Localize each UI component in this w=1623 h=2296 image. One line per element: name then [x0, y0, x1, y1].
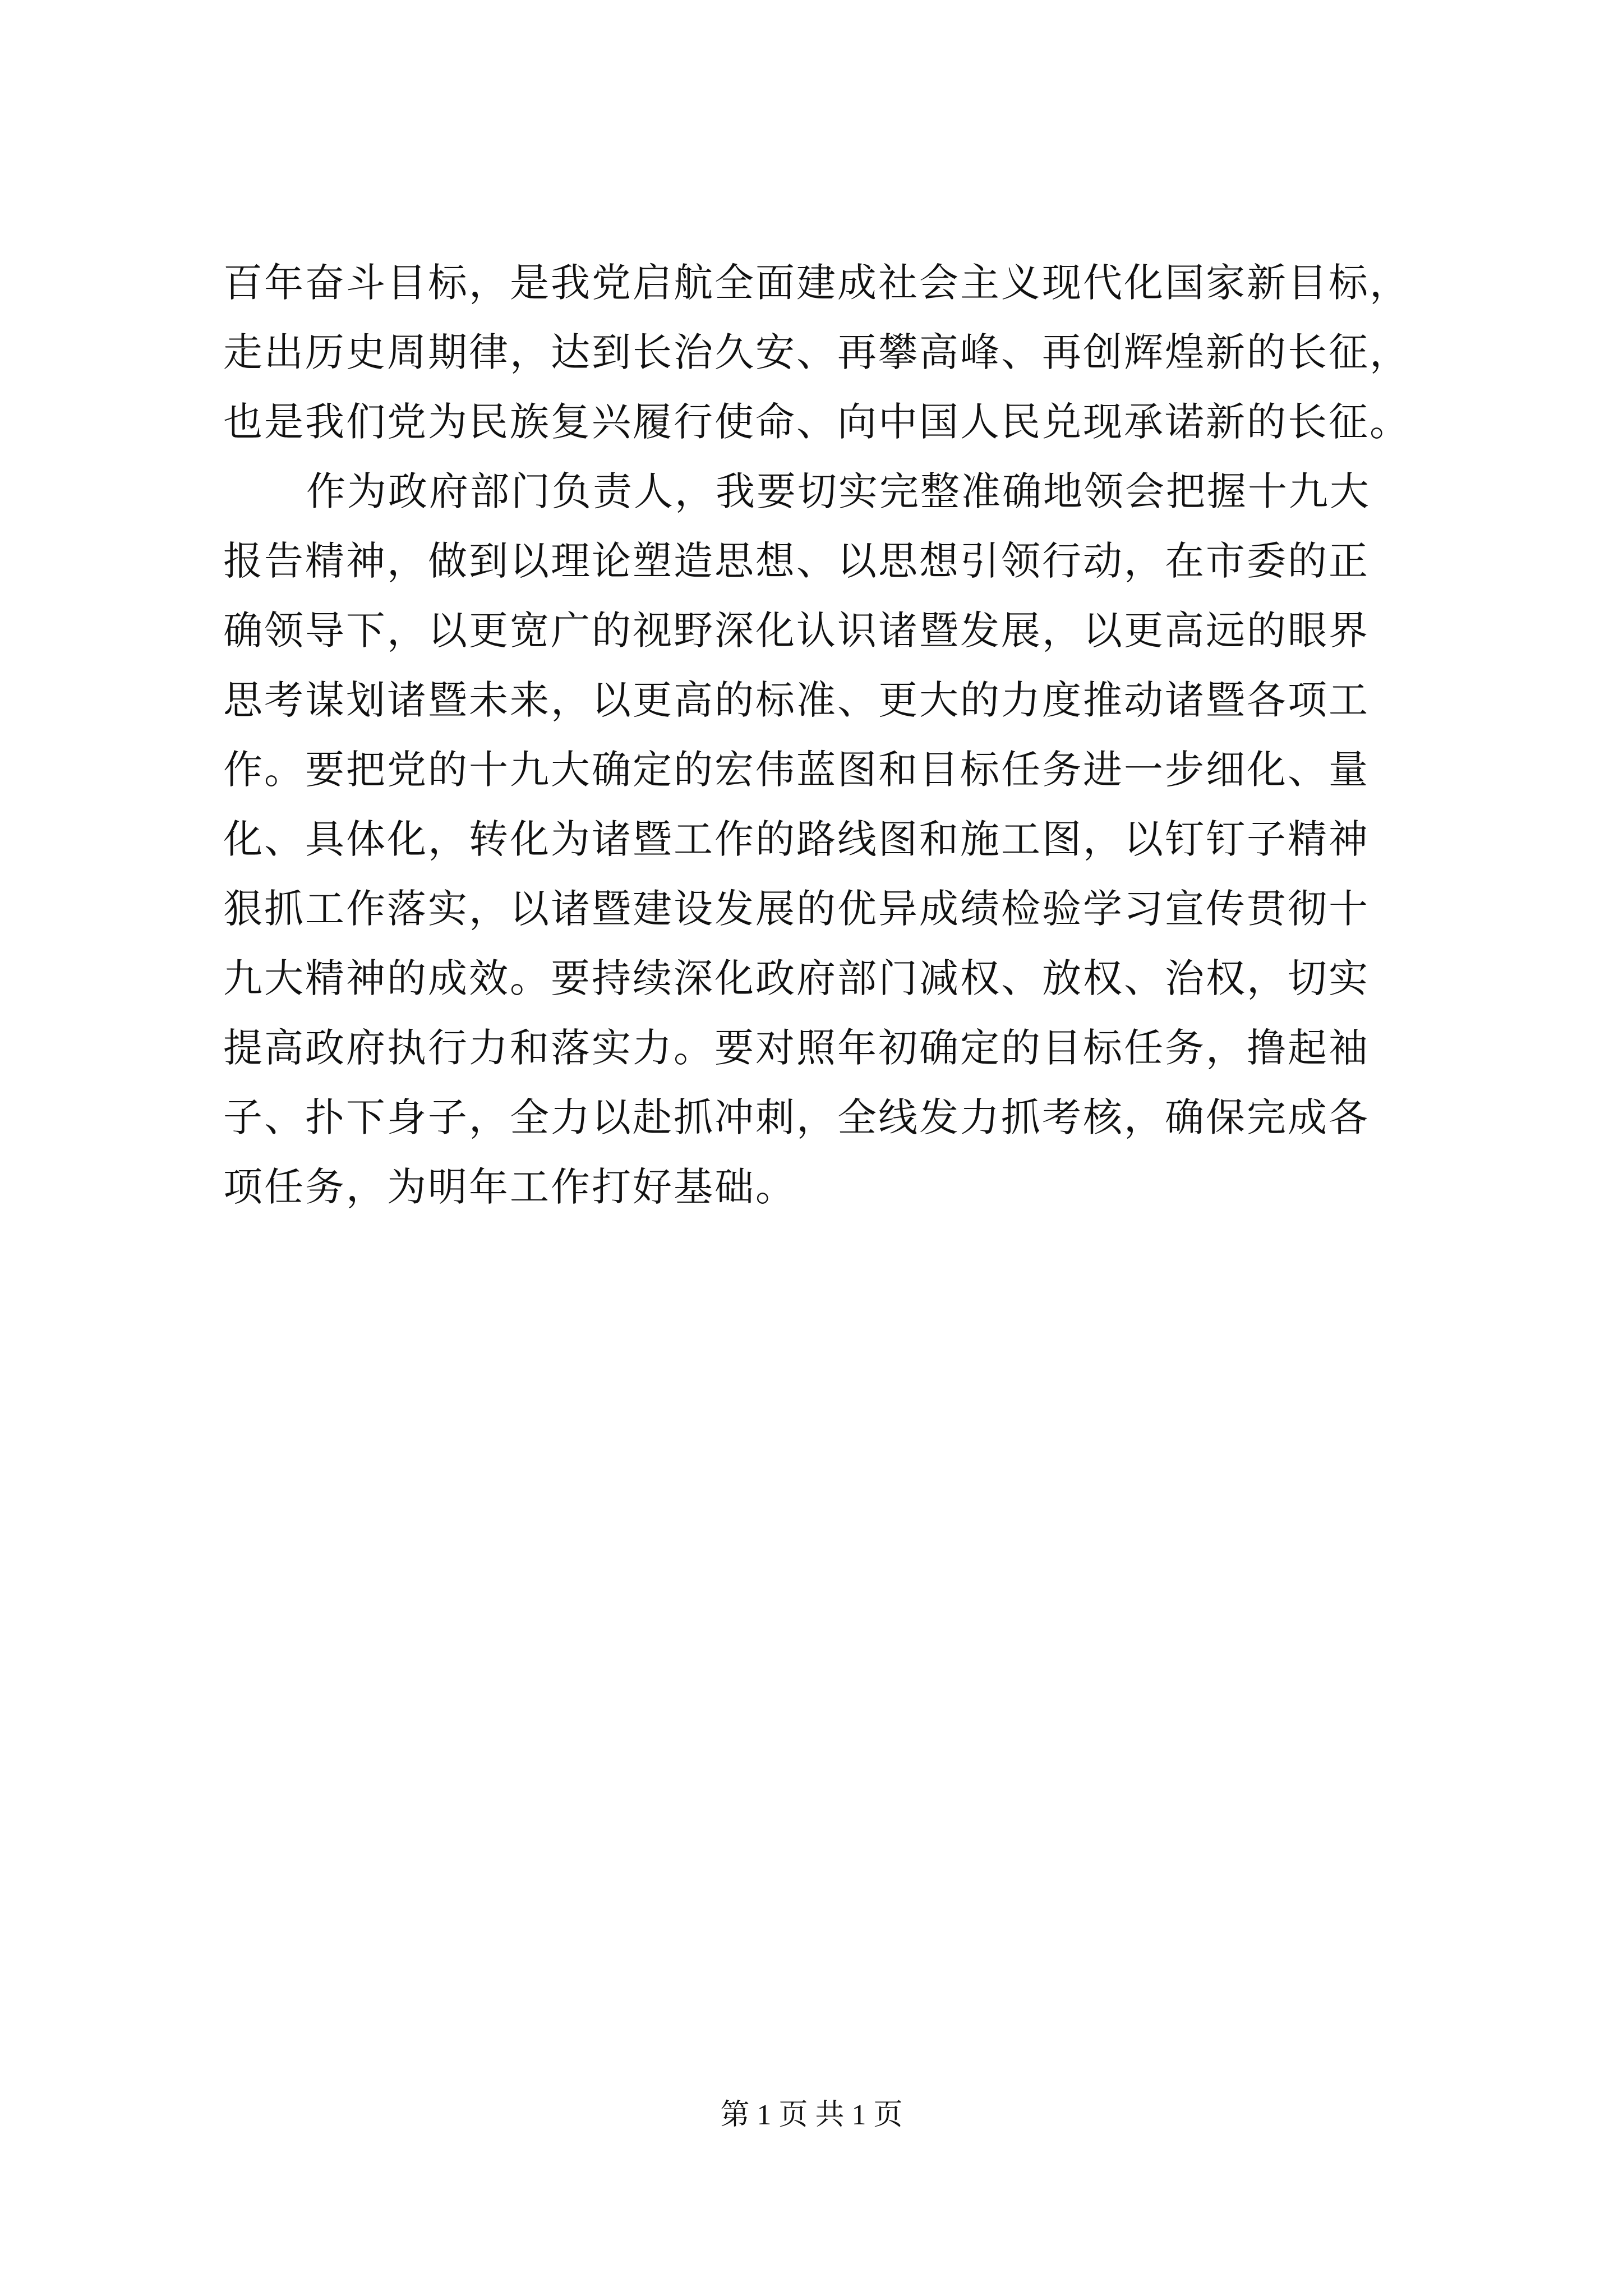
text-line: 九大精神的成效。要持续深化政府部门减权、放权、治权，切实: [223, 955, 1370, 1001]
text-line: 报告精神，做到以理论塑造思想、以思想引领行动，在市委的正: [223, 538, 1370, 584]
paragraph-2: [223, 457, 1423, 1222]
text-line: 确领导下，以更宽广的视野深化认识诸暨发展，以更高远的眼界: [223, 608, 1370, 654]
text-line: 狠抓工作落实，以诸暨建设发展的优异成绩检验学习宣传贯彻十: [223, 886, 1370, 932]
text-line: 走出历史周期律，达到长治久安、再攀高峰、再创辉煌新的长征，: [223, 329, 1410, 375]
text-line: 化、具体化，转化为诸暨工作的路线图和施工图，以钉钉子精神: [223, 816, 1370, 862]
text-line: 项任务，为明年工作打好基础。: [223, 1164, 796, 1210]
text-line: 也是我们党为民族复兴履行使命、向中国人民兑现承诺新的长征。: [223, 399, 1410, 445]
text-line: 百年奋斗目标，是我党启航全面建成社会主义现代化国家新目标，: [223, 260, 1410, 306]
body-text: [223, 248, 1423, 1222]
text-line: 作。要把党的十九大确定的宏伟蓝图和目标任务进一步细化、量: [223, 747, 1370, 793]
text-line: 作为政府部门负责人，我要切实完整准确地领会把握十九大: [306, 468, 1371, 514]
text-line: 提高政府执行力和落实力。要对照年初确定的目标任务，撸起袖: [223, 1025, 1370, 1071]
paragraph-continued: [223, 248, 1423, 457]
text-line: 思考谋划诸暨未来，以更高的标准、更大的力度推动诸暨各项工: [223, 677, 1370, 723]
text-line: 子、扑下身子，全力以赴抓冲刺，全线发力抓考核，确保完成各: [223, 1094, 1370, 1140]
page-number-footer: 第 1 页 共 1 页: [720, 2099, 903, 2131]
